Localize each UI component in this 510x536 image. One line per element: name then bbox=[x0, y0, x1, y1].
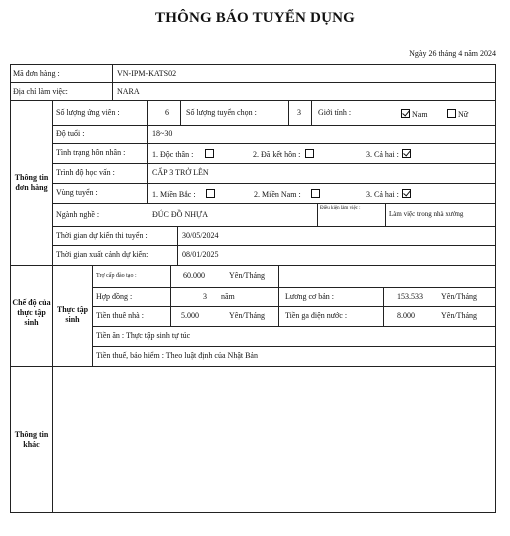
contract-unit: năm bbox=[221, 292, 235, 301]
row-divider bbox=[52, 143, 496, 144]
selected-value: 3 bbox=[297, 108, 301, 117]
row-divider bbox=[52, 183, 496, 184]
issue-date: Ngày 26 tháng 4 năm 2024 bbox=[409, 49, 496, 58]
tax-text: Tiền thuế, bảo hiểm : Theo luật định của Nhật Bản bbox=[96, 351, 258, 360]
marital-option-3-label: 3. Cả hai : bbox=[366, 150, 399, 159]
row-divider bbox=[52, 163, 496, 164]
age-value: 18~30 bbox=[152, 129, 173, 138]
job-label: Ngành nghề : bbox=[56, 210, 100, 219]
region-label: Vùng tuyển : bbox=[56, 188, 98, 197]
col-divider bbox=[170, 265, 171, 326]
rent-unit: Yên/Tháng bbox=[229, 311, 265, 320]
row-divider bbox=[10, 82, 496, 83]
region-option-1[interactable] bbox=[152, 189, 215, 199]
section-other-info: Thông tin khác bbox=[14, 430, 49, 449]
col-divider bbox=[383, 287, 384, 326]
work-condition-label: Điều kiện làm việc : bbox=[320, 206, 361, 211]
row-divider bbox=[10, 366, 496, 367]
education-label: Trình độ học vấn : bbox=[56, 168, 115, 177]
marital-option-2-label: 2. Đã kết hôn : bbox=[253, 150, 301, 159]
allowance-value: 60.000 bbox=[183, 271, 205, 280]
utilities-unit: Yên/Tháng bbox=[441, 311, 477, 320]
gender-male[interactable] bbox=[398, 109, 428, 119]
salary-value: 153.533 bbox=[397, 292, 423, 301]
gender-label: Giới tính : bbox=[318, 108, 352, 117]
workplace-label: Địa chỉ làm việc: bbox=[13, 87, 68, 96]
marital-label: Tình trạng hôn nhân : bbox=[56, 148, 126, 157]
gender-female[interactable] bbox=[444, 109, 468, 119]
region-option-2-label: 2. Miền Nam : bbox=[254, 190, 301, 199]
checkbox-icon[interactable] bbox=[447, 109, 456, 118]
checkbox-icon[interactable] bbox=[205, 149, 214, 158]
table-border-top bbox=[10, 64, 496, 65]
meals-text: Tiền ăn : Thực tập sinh tự túc bbox=[96, 331, 191, 340]
utilities-label: Tiền ga điện nước : bbox=[285, 311, 348, 320]
order-label: Mã đơn hàng : bbox=[13, 69, 60, 78]
allowance-label: Trợ cấp đào tạo : bbox=[96, 273, 137, 279]
row-divider bbox=[52, 245, 496, 246]
checkbox-icon[interactable] bbox=[305, 149, 314, 158]
marital-option-2[interactable] bbox=[253, 149, 314, 159]
col-divider bbox=[92, 265, 93, 366]
section-benefits: Chế độ của thực tập sinh bbox=[12, 298, 51, 327]
salary-label: Lương cơ bản : bbox=[285, 292, 335, 301]
utilities-value: 8.000 bbox=[397, 311, 415, 320]
marital-option-3[interactable] bbox=[366, 149, 411, 159]
region-option-3[interactable] bbox=[366, 189, 411, 199]
col-divider bbox=[385, 203, 386, 226]
col-divider bbox=[180, 100, 181, 125]
row-divider bbox=[10, 100, 496, 101]
gender-male-label: Nam bbox=[412, 110, 428, 119]
gender-female-label: Nữ bbox=[458, 110, 469, 119]
col-divider bbox=[311, 100, 312, 125]
job-value: ĐÚC ĐỒ NHỰA bbox=[152, 210, 208, 219]
table-border-right bbox=[495, 64, 496, 513]
applicants-label: Số lượng ứng viên : bbox=[56, 108, 120, 117]
rent-label: Tiền thuê nhà : bbox=[96, 311, 144, 320]
selected-label: Số lượng tuyển chọn : bbox=[186, 108, 257, 117]
section-order-info: Thông tin đơn hàng bbox=[14, 173, 49, 192]
marital-option-1[interactable] bbox=[152, 149, 214, 159]
allowance-unit: Yên/Tháng bbox=[229, 271, 265, 280]
order-value: VN-IPM-KATS02 bbox=[117, 69, 177, 78]
work-condition-value: Làm việc trong nhà xưởng bbox=[389, 210, 464, 218]
row-divider bbox=[92, 306, 496, 307]
education-value: CẤP 3 TRỞ LÊN bbox=[152, 168, 209, 177]
table-border-bottom bbox=[10, 512, 496, 513]
checkbox-icon[interactable] bbox=[206, 189, 215, 198]
contract-label: Hợp đồng : bbox=[96, 292, 133, 301]
checkbox-checked-icon[interactable] bbox=[402, 189, 411, 198]
section-trainee: Thực tập sinh bbox=[56, 305, 89, 324]
row-divider bbox=[52, 226, 496, 227]
col-divider bbox=[177, 226, 178, 265]
departure-date-label: Thời gian xuất cảnh dự kiến: bbox=[56, 250, 149, 259]
checkbox-checked-icon[interactable] bbox=[401, 109, 410, 118]
row-divider bbox=[92, 287, 496, 288]
rent-value: 5.000 bbox=[181, 311, 199, 320]
region-option-1-label: 1. Miền Bắc : bbox=[152, 190, 196, 199]
checkbox-checked-icon[interactable] bbox=[402, 149, 411, 158]
col-divider bbox=[278, 265, 279, 326]
row-divider bbox=[52, 125, 496, 126]
salary-unit: Yên/Tháng bbox=[441, 292, 477, 301]
col-divider bbox=[288, 100, 289, 125]
marital-option-1-label: 1. Độc thân : bbox=[152, 150, 194, 159]
applicants-value: 6 bbox=[165, 108, 169, 117]
row-divider bbox=[92, 326, 496, 327]
contract-value: 3 bbox=[203, 292, 207, 301]
col-divider bbox=[112, 64, 113, 100]
departure-date-value: 08/01/2025 bbox=[182, 250, 219, 259]
region-option-3-label: 3. Cả hai : bbox=[366, 190, 399, 199]
row-divider bbox=[92, 346, 496, 347]
exam-date-value: 30/05/2024 bbox=[182, 231, 219, 240]
page-title: THÔNG BÁO TUYỂN DỤNG bbox=[155, 10, 355, 26]
exam-date-label: Thời gian dự kiến thi tuyển : bbox=[56, 231, 148, 240]
region-option-2[interactable] bbox=[254, 189, 320, 199]
col-divider bbox=[317, 203, 318, 226]
row-divider bbox=[10, 265, 496, 266]
workplace-value: NARA bbox=[117, 87, 140, 96]
row-divider bbox=[52, 203, 496, 204]
col-divider bbox=[147, 100, 148, 203]
checkbox-icon[interactable] bbox=[311, 189, 320, 198]
age-label: Độ tuổi : bbox=[56, 129, 85, 138]
